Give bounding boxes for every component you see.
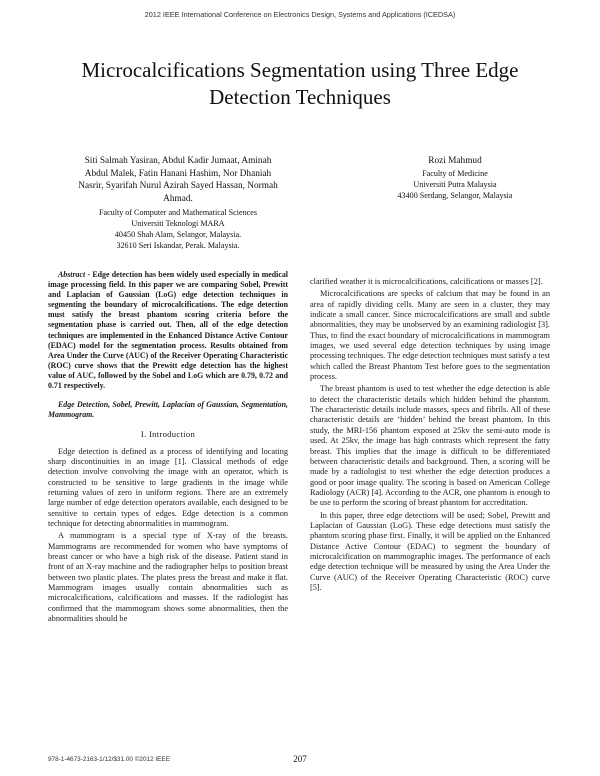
author-name-line: Ahmad. — [163, 193, 193, 204]
section-heading-introduction: I. Introduction — [140, 429, 196, 440]
abstract-lead: Abstract — [58, 270, 86, 279]
author-block-right — [355, 155, 555, 201]
body-paragraph: clarified weather it is microcalcifications, calcifications or masses [2]. — [310, 277, 543, 286]
affiliation-line: 32610 Seri Iskandar, Perak. Malaysia. — [116, 241, 240, 251]
body-paragraph: In this paper, three edge detections will be used; Sobel, Prewitt and Laplacian of Gaussian (LoG). These edge detections must satisfy the phantom scoring phase first. Finally, it will be applied on the Enhanced Distance Active Contour (EDAC) to segment the boundary of microcalcification on mammographic images. The performance of each edge detection technique will be measured by using the Area Under the Curve (AUC) of the Receiver Operating Characteristic (ROC) curve [5]. — [310, 510, 550, 592]
abstract-text: - Edge detection has been widely used especially in medical image processing field. In this paper we are comparing Sobel, Prewitt and Laplacian of Gaussian (LoG) edge detection techniques in segmenting the boundary of microcalcifications. The edge detection must satisfy the breast phantom scoring criteria before the segmentation phase is carried out. Then, all of the edge detection techniques are implemented in the Enhanced Distance Active Contour (EDAC) model for the segmentation process. Results obtained from Area Under the Curve (AUC) of the Receiver Operating Characteristic (ROC) curve shows that the Prewitt edge detection has the highest value of AUC, followed by the Sobel and LoG which are 0.79, 0.72 and 0.71 respectively. — [48, 270, 288, 391]
left-column — [48, 270, 288, 625]
right-column — [310, 277, 550, 593]
conference-header: 2012 IEEE International Conference on Electronics Design, Systems and Applications (ICEDSA) — [144, 10, 456, 19]
body-paragraph: Edge detection is defined as a process of identifying and locating sharp discontinuities in an image [1]. Classical methods of edge detection involve convolving the image with an operator, which is constructed to be sensitive to large gradients in the image while returning values of zero in uniform regions. There are an extremely large number of edge detection operators available, each designed to be sensitive to certain types of edges. Edge detection is a common technique for detecting abnormalities in mammogram. — [48, 446, 288, 529]
affiliation-right — [355, 168, 555, 201]
author-name-line: Abdul Malek, Fatin Hanani Hashim, Nor Dhaniah — [84, 168, 272, 179]
page-number: 207 — [293, 754, 307, 764]
body-paragraph: Microcalcifications are specks of calcium that may be found in an area of rapidly dividing cells. Many are seen in a cluster, they may indicate a small cancer. Since microcalcifications are small and subtle abnormalities, they may be unobserved by an examining radiologist [3]. Thus, to find the exact boundary of microcalcifications in mammogram images, we used several edge detection techniques by using image processing techniques. The edge detection techniques must satisfy a test which called the Breast Phantom Test before goes to the segmentation process. — [310, 289, 550, 382]
author-name: Rozi Mahmud — [428, 156, 482, 166]
affiliation-left — [58, 207, 298, 251]
affiliation-line: 40450 Shah Alam, Selangor, Malaysia. — [114, 230, 242, 240]
affiliation-line: Universiti Teknologi MARA — [131, 219, 225, 229]
author-name-line: Nasrir, Syarifah Nurul Azirah Sayed Hassan, Normah — [78, 181, 278, 192]
body-paragraph: The breast phantom is used to test whether the edge detection is able to detect the characteristic details which hidden behind the phantom. The characteristic details include masses, specs and fibrils. All of these characteristic details are ‘hidden’ behind the breast phantom. In this study, the MRI-156 phantom exposed at 25kv the semi-auto mode is used. At 25kv, the image has high contrasts which represent the fatty breast. This implies that the image is difficult to be differentiated between characteristic details and background. Then, a scoring will be made by a radiologist to test whether the edge detection produces a good or poor image quality. The scoring is based on American College Radiology (ACR) [4]. According to the ACR, one phantom is enough to be use to perform the scoring of breast phantom for accreditation. — [310, 384, 550, 508]
affiliation-line: Faculty of Medicine — [422, 168, 488, 178]
title-line: Detection Techniques — [209, 85, 391, 109]
author-name-line: Siti Salmah Yasiran, Abdul Kadir Jumaat, Aminah — [84, 156, 272, 166]
title-line: Microcalcifications Segmentation using Three Edge — [81, 58, 519, 82]
keywords: Edge Detection, Sobel, Prewitt, Laplacian of Gaussian, Segmentation, Mammogram. — [48, 400, 288, 420]
affiliation-line: Universiti Putra Malaysia — [413, 179, 497, 189]
affiliation-line: 43400 Serdang, Selangor, Malaysia — [397, 190, 513, 200]
body-paragraph: A mammogram is a special type of X-ray of the breasts. Mammograms are recommended for women who have symptoms of breast cancer or who have a high risk of the disease. Patient stand in front of an X-ray machine and the radiographer helps to position breast between two plastic plates. The plates press the breast and make it flat. Mammogram images usually contain abnormalities such as microcalcifications, calcifications and masses. If the radiologist has confirmed that the mammogram shows some abnormalities, then the abnormalities should be — [48, 531, 288, 624]
paper-title — [40, 57, 560, 111]
author-block-left — [58, 155, 298, 251]
affiliation-line: Faculty of Computer and Mathematical Sciences — [98, 208, 257, 218]
abstract — [48, 270, 288, 391]
copyright-footer: 978-1-4673-2163-1/12/$31.00 ©2012 IEEE — [48, 756, 170, 763]
